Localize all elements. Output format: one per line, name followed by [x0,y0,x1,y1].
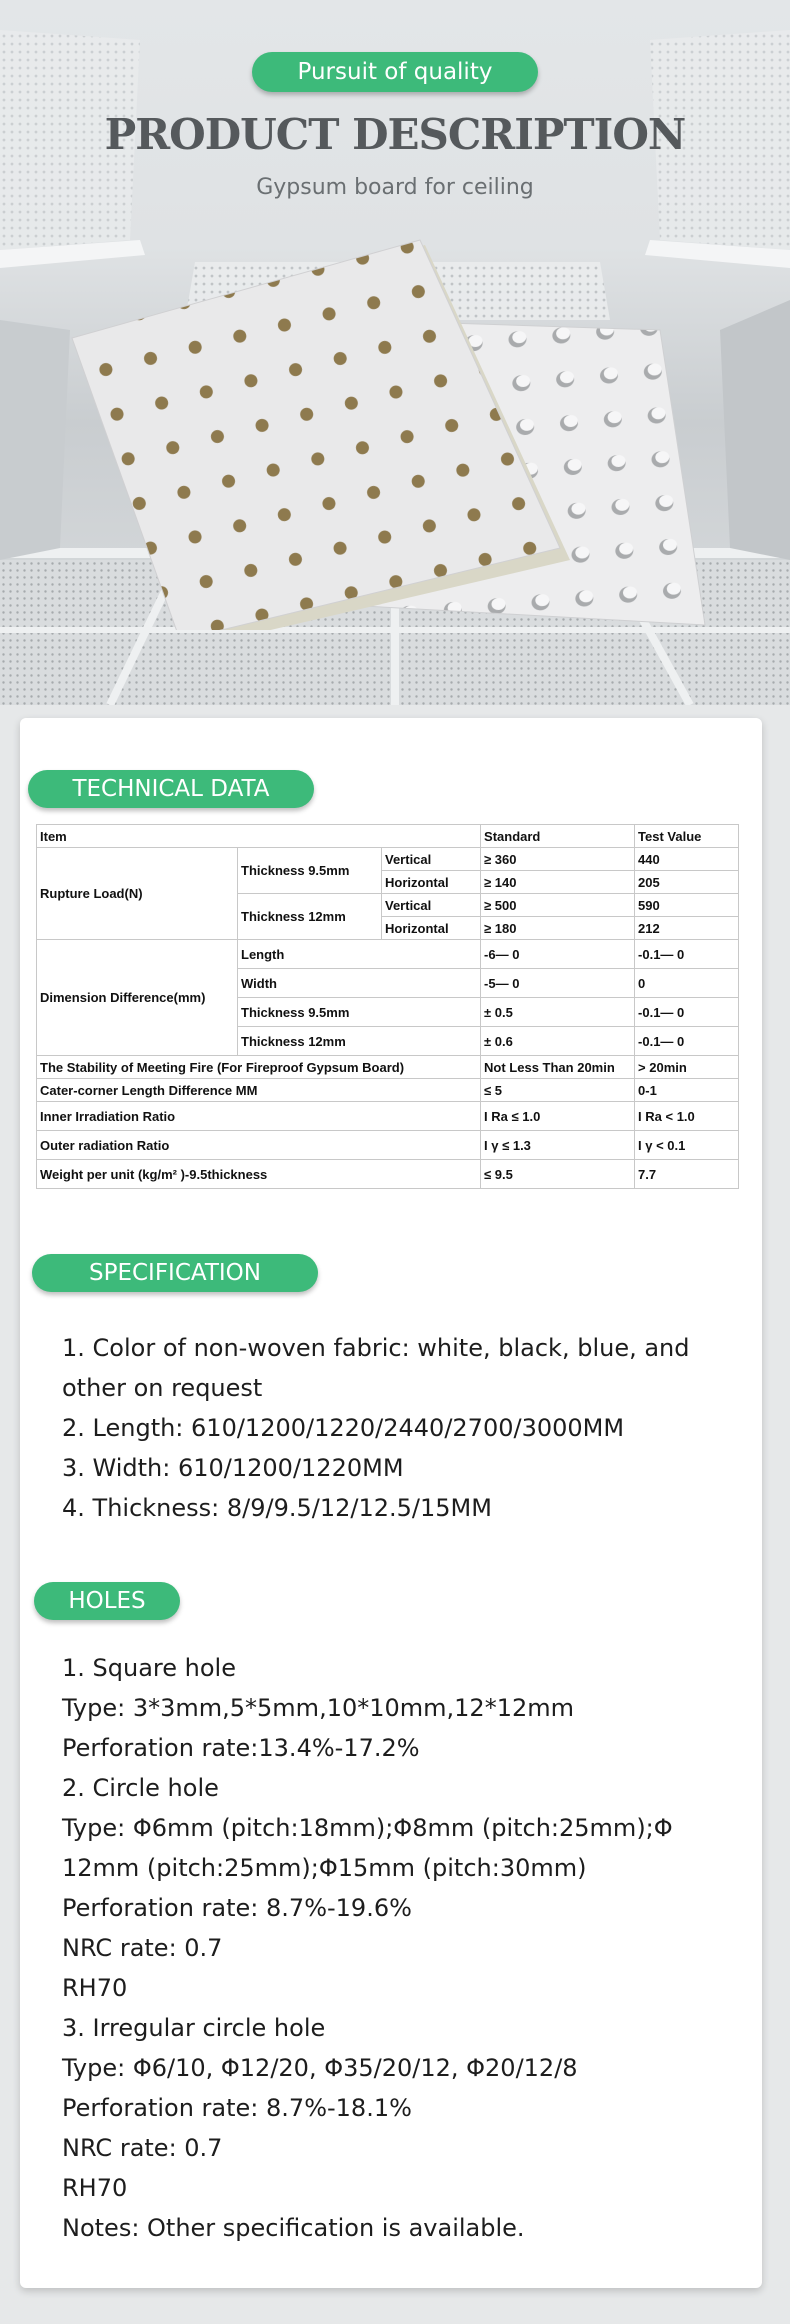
holes-line: Perforation rate: 8.7%-19.6% [62,1894,412,1922]
direction: Horizontal [382,871,481,894]
standard-value: -5— 0 [481,969,635,998]
standard-value: ≥ 500 [481,894,635,917]
test-value: 590 [635,894,739,917]
spec-line: 1. Color of non-woven fabric: white, black, blue, and [62,1334,690,1362]
item-name: Weight per unit (kg/m² )-9.5thickness [37,1160,481,1189]
test-value: -0.1— 0 [635,940,739,969]
standard-value: ± 0.5 [481,998,635,1027]
specification-list [62,1328,742,1528]
spec-line: other on request [62,1374,263,1402]
content-card [20,718,762,2288]
header-standard: Standard [481,825,635,848]
header-item: Item [37,825,481,848]
holes-line: NRC rate: 0.7 [62,1934,223,1962]
test-value: > 20min [635,1056,739,1079]
standard-value: I Ra ≤ 1.0 [481,1102,635,1131]
standard-value: ± 0.6 [481,1027,635,1056]
header-test: Test Value [635,825,739,848]
quality-badge: Pursuit of quality [252,52,538,92]
standard-value: ≥ 140 [481,871,635,894]
spec-line: 4. Thickness: 8/9/9.5/12/12.5/15MM [62,1494,492,1522]
standard-value: ≥ 360 [481,848,635,871]
standard-value: -6— 0 [481,940,635,969]
table-row [37,848,739,871]
holes-line: Notes: Other specification is available. [62,2214,525,2242]
table-row [37,1079,739,1102]
holes-line: NRC rate: 0.7 [62,2134,223,2162]
item-name: The Stability of Meeting Fire (For Fireproof Gypsum Board) [37,1056,481,1079]
holes-line: RH70 [62,2174,128,2202]
holes-list [62,1648,742,2248]
holes-line: Perforation rate: 8.7%-18.1% [62,2094,412,2122]
standard-value: ≤ 9.5 [481,1160,635,1189]
item-name: Inner Irradiation Ratio [37,1102,481,1131]
table-row [37,1160,739,1189]
standard-value: ≤ 5 [481,1079,635,1102]
holes-line: 2. Circle hole [62,1774,219,1802]
holes-line: 1. Square hole [62,1654,236,1682]
standard-value: ≥ 180 [481,917,635,940]
test-value: I Ra < 1.0 [635,1102,739,1131]
test-value: I γ < 0.1 [635,1131,739,1160]
item-name: Cater-corner Length Difference MM [37,1079,481,1102]
dimension-label: Dimension Difference(mm) [37,940,238,1056]
test-value: 7.7 [635,1160,739,1189]
test-value: 212 [635,917,739,940]
direction: Horizontal [382,917,481,940]
test-value: -0.1— 0 [635,1027,739,1056]
test-value: 205 [635,871,739,894]
test-value: 0 [635,969,739,998]
holes-line: 12mm (pitch:25mm);Φ15mm (pitch:30mm) [62,1854,587,1882]
technical-data-table [36,824,739,1189]
holes-line: RH70 [62,1974,128,2002]
holes-line: Type: Φ6mm (pitch:18mm);Φ8mm (pitch:25mm);Φ [62,1814,673,1842]
spec-line: 2. Length: 610/1200/1220/2440/2700/3000MM [62,1414,625,1442]
holes-line: Perforation rate:13.4%-17.2% [62,1734,420,1762]
direction: Vertical [382,894,481,917]
dimension-name: Length [238,940,481,969]
holes-heading: HOLES [34,1582,180,1620]
dimension-name: Thickness 9.5mm [238,998,481,1027]
rupture-label: Rupture Load(N) [37,848,238,940]
table-row [37,940,739,969]
rupture-thickness-12: Thickness 12mm [238,894,382,940]
test-value: 0-1 [635,1079,739,1102]
dimension-name: Thickness 12mm [238,1027,481,1056]
hero-banner [0,0,790,705]
specification-heading: SPECIFICATION [32,1254,318,1292]
rupture-thickness-95: Thickness 9.5mm [238,848,382,894]
holes-line: Type: 3*3mm,5*5mm,10*10mm,12*12mm [62,1694,574,1722]
standard-value: I γ ≤ 1.3 [481,1131,635,1160]
table-row [37,1102,739,1131]
direction: Vertical [382,848,481,871]
page-subtitle: Gypsum board for ceiling [256,175,534,200]
spec-line: 3. Width: 610/1200/1220MM [62,1454,404,1482]
holes-line: Type: Φ6/10, Φ12/20, Φ35/20/12, Φ20/12/8 [62,2054,578,2082]
technical-data-heading: TECHNICAL DATA [28,770,314,808]
gypsum-boards-image [0,230,790,630]
table-row [37,1056,739,1079]
table-row [37,1131,739,1160]
test-value: 440 [635,848,739,871]
table-header-row [37,825,739,848]
test-value: -0.1— 0 [635,998,739,1027]
item-name: Outer radiation Ratio [37,1131,481,1160]
holes-line: 3. Irregular circle hole [62,2014,326,2042]
dimension-name: Width [238,969,481,998]
standard-value: Not Less Than 20min [481,1056,635,1079]
page-title: PRODUCT DESCRIPTION [104,110,686,159]
